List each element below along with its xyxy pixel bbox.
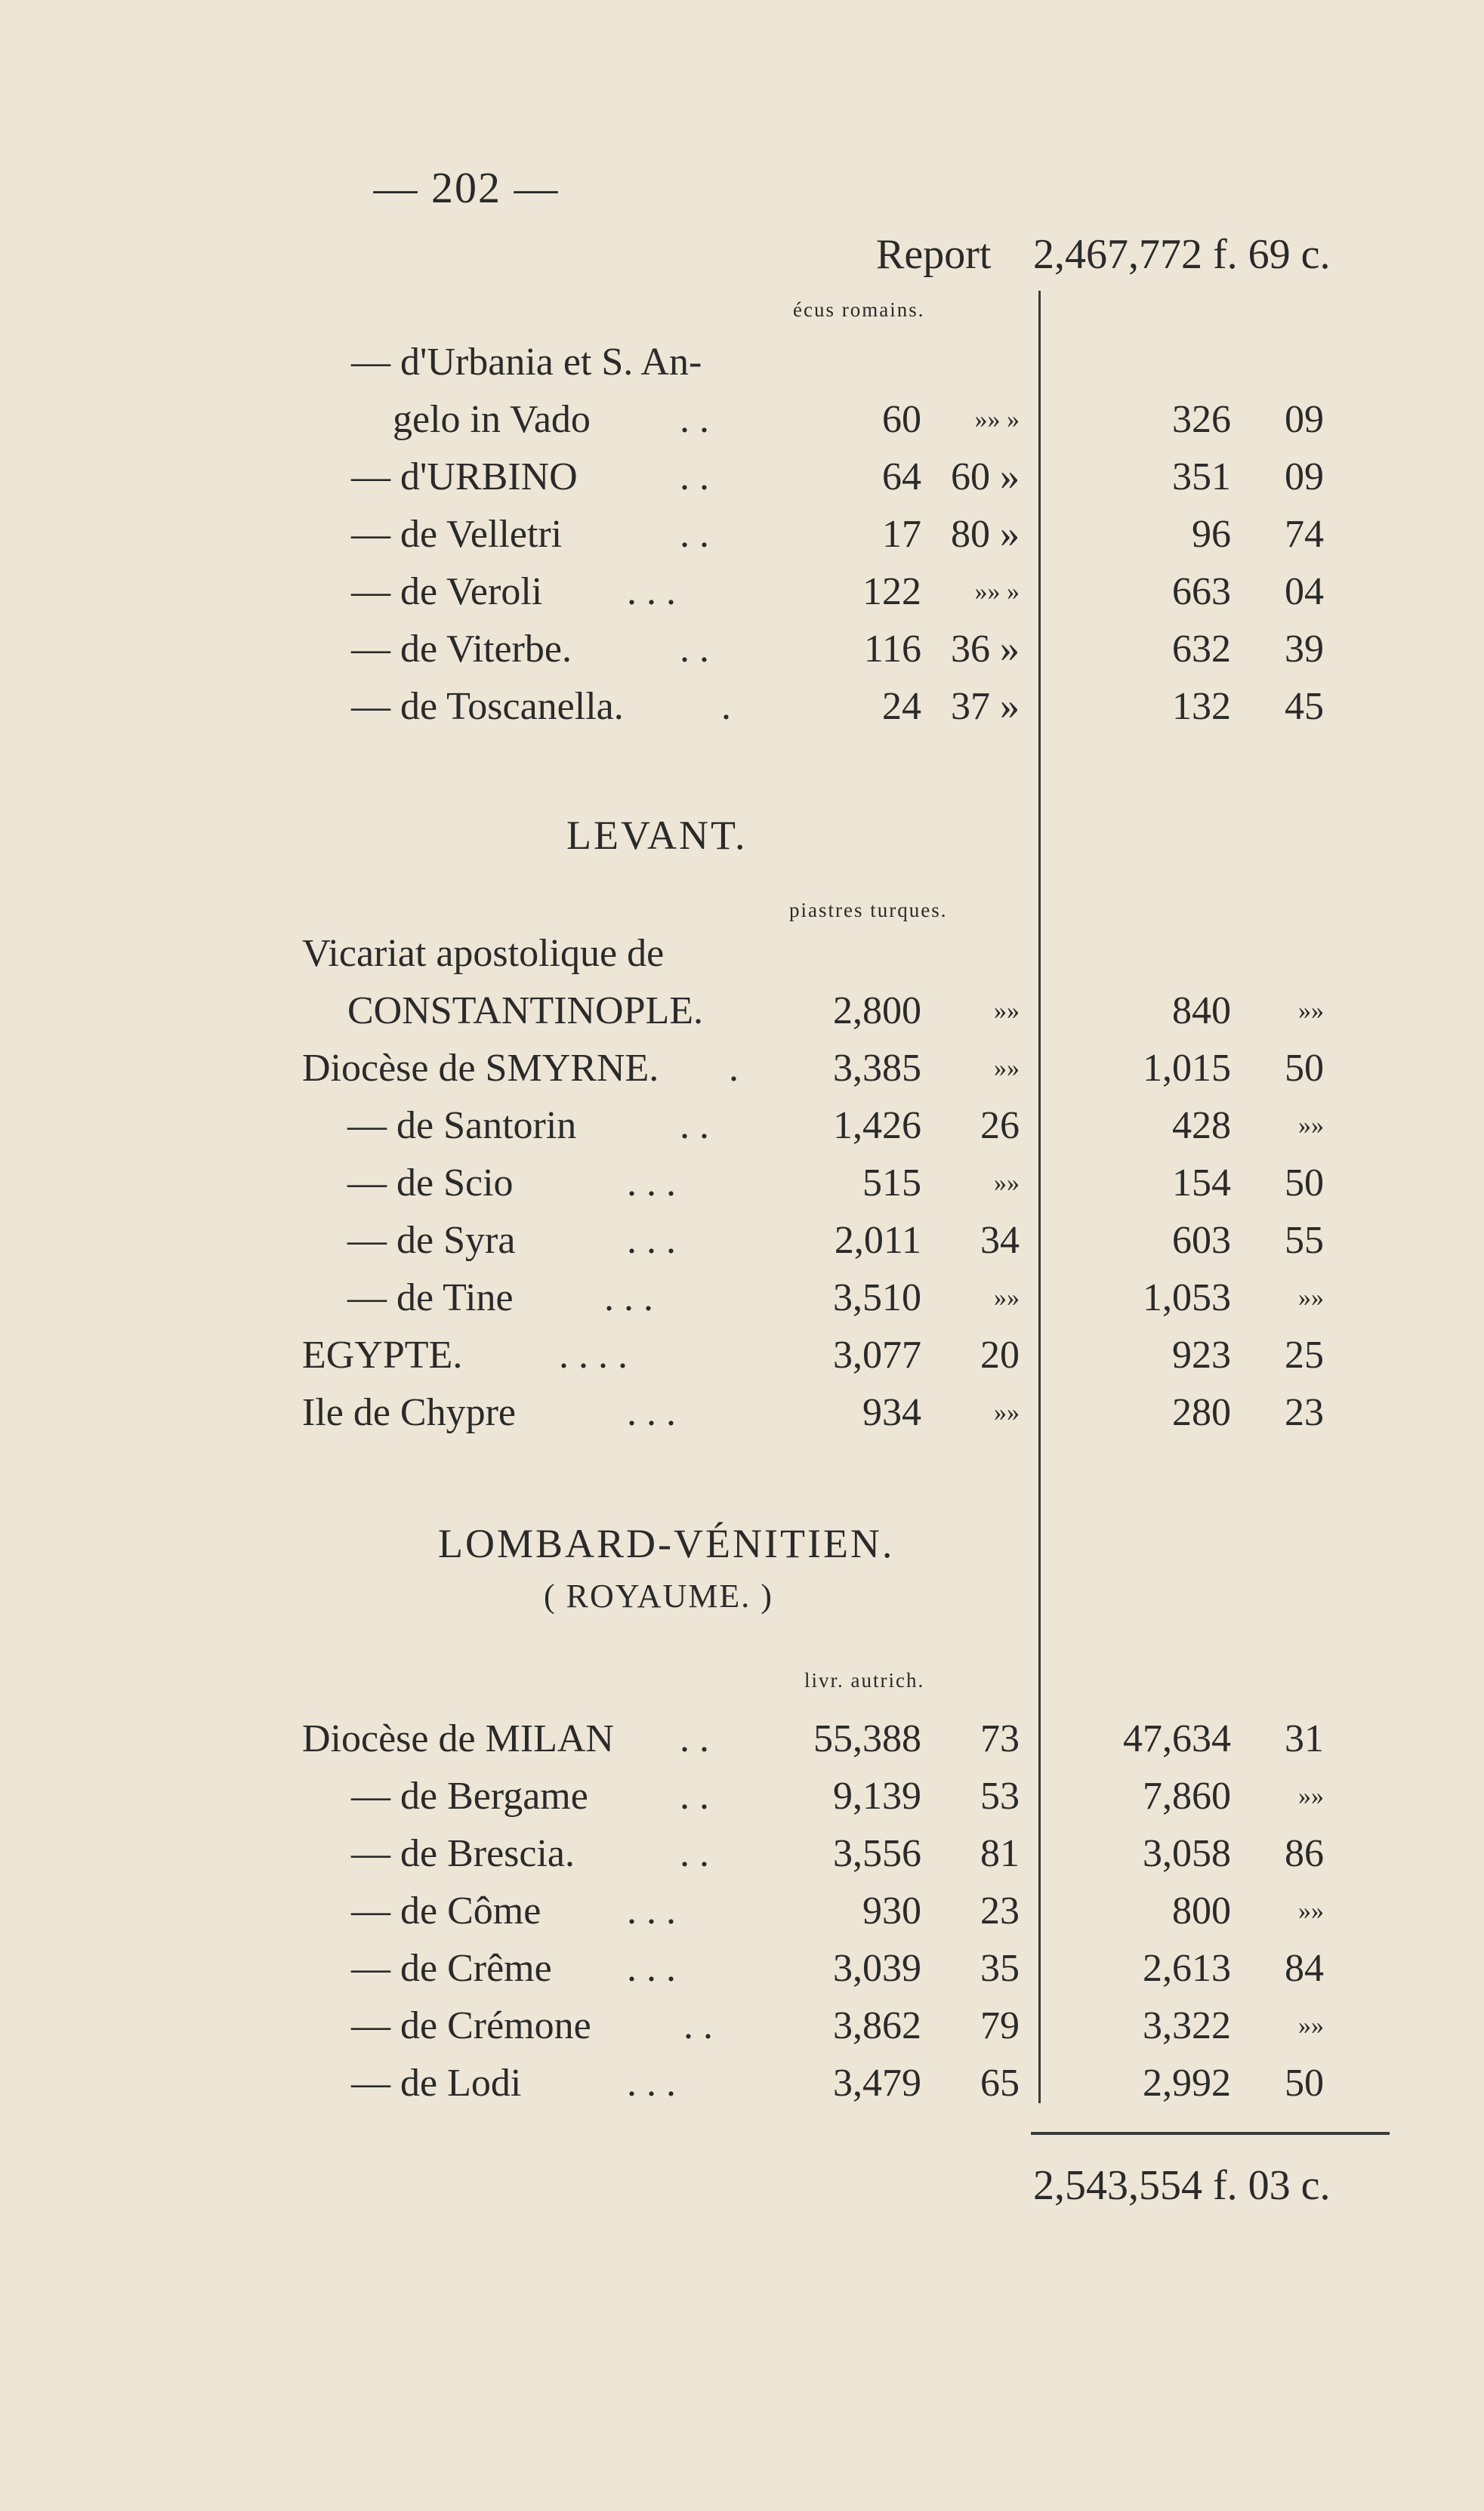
table-row	[0, 563, 1484, 621]
francs: 603	[1172, 1219, 1231, 1262]
amount-main: 3,556	[833, 1832, 921, 1875]
row-name: — de Veroli	[351, 570, 543, 613]
row-name: — de Viterbe.	[351, 628, 572, 671]
row-name: — de Scio	[347, 1161, 514, 1205]
total-rule	[1031, 2132, 1390, 2135]
row-name: — d'Urbania et S. An-	[351, 341, 702, 384]
amount-fraction: »» »	[974, 578, 1020, 606]
amount-fraction: 53	[980, 1775, 1020, 1818]
row-leader-dots: . . . .	[559, 1334, 628, 1377]
francs: 840	[1172, 989, 1231, 1032]
centimes: 45	[1285, 685, 1324, 728]
table-row	[0, 1940, 1484, 1997]
unit-label-ecus: écus romains.	[793, 298, 925, 321]
amount-fraction: 20	[980, 1334, 1020, 1377]
amount-main: 2,800	[833, 989, 921, 1032]
centimes: 09	[1285, 398, 1324, 441]
centimes: 74	[1285, 513, 1324, 556]
row-leader-dots: . .	[680, 1832, 709, 1875]
amount-main: 122	[862, 570, 921, 613]
row-leader-dots: . .	[680, 513, 709, 556]
francs: 800	[1172, 1889, 1231, 1933]
amount-fraction: 65	[980, 2062, 1020, 2105]
row-name: — de Côme	[351, 1889, 541, 1933]
section-heading-levant: LEVANT.	[566, 813, 748, 858]
row-leader-dots: . .	[683, 2004, 713, 2047]
table-row	[0, 1327, 1484, 1384]
table-row	[0, 1040, 1484, 1097]
row-leader-dots: . . .	[627, 1161, 676, 1205]
table-row	[0, 1269, 1484, 1327]
francs: 96	[1192, 513, 1231, 556]
row-name: — de Toscanella.	[351, 685, 624, 728]
centimes: »»	[1298, 1782, 1324, 1810]
francs: 428	[1172, 1104, 1231, 1147]
row-name: Diocèse de SMYRNE.	[302, 1047, 659, 1090]
amount-fraction: »»	[994, 1054, 1020, 1082]
section-subheading-royaume: ( ROYAUME. )	[544, 1578, 773, 1615]
francs: 632	[1172, 628, 1231, 671]
row-name: — de Crême	[351, 1947, 552, 1990]
row-name: — de Bergame	[351, 1775, 588, 1818]
amount-main: 24	[882, 685, 921, 728]
report-label: Report	[876, 231, 992, 278]
row-leader-dots: . .	[680, 628, 709, 671]
table-row	[0, 449, 1484, 506]
row-name: — de Velletri	[351, 513, 563, 556]
row-leader-dots: . . .	[627, 570, 676, 613]
amount-fraction: »»	[994, 1399, 1020, 1427]
table-row	[0, 982, 1484, 1040]
page-number: — 202 —	[373, 163, 560, 212]
francs: 3,058	[1143, 1832, 1231, 1875]
amount-fraction: 81	[980, 1832, 1020, 1875]
row-name: Diocèse de MILAN	[302, 1717, 614, 1760]
row-name: Vicariat apostolique de	[302, 932, 665, 975]
francs: 2,992	[1143, 2062, 1231, 2105]
row-leader-dots: . . .	[627, 1391, 676, 1434]
francs: 663	[1172, 570, 1231, 613]
section-heading-lombard-venitien: LOMBARD-VÉNITIEN.	[438, 1521, 895, 1566]
row-name: Ile de Chypre	[302, 1391, 517, 1434]
row-leader-dots: .	[721, 685, 731, 728]
amount-fraction: 73	[980, 1717, 1020, 1760]
centimes: »»	[1298, 1897, 1324, 1925]
row-leader-dots: . .	[680, 1775, 709, 1818]
unit-label-livres: livr. autrich.	[804, 1669, 925, 1692]
centimes: 39	[1285, 628, 1324, 671]
centimes: 50	[1285, 1161, 1324, 1205]
row-name: — de Brescia.	[351, 1832, 575, 1875]
amount-fraction: 35	[980, 1947, 1020, 1990]
row-name: CONSTANTINOPLE.	[347, 989, 704, 1032]
francs: 923	[1172, 1334, 1231, 1377]
table-row	[0, 1883, 1484, 1940]
amount-main: 515	[862, 1161, 921, 1205]
row-leader-dots: . . .	[627, 1947, 676, 1990]
amount-main: 3,479	[833, 2062, 921, 2105]
amount-main: 17	[882, 513, 921, 556]
centimes: 55	[1285, 1219, 1324, 1262]
centimes: 50	[1285, 1047, 1324, 1090]
row-leader-dots: . .	[680, 1104, 709, 1147]
amount-main: 3,077	[833, 1334, 921, 1377]
amount-main: 3,862	[833, 2004, 921, 2047]
table-row	[0, 506, 1484, 563]
francs: 1,015	[1143, 1047, 1231, 1090]
centimes: 31	[1285, 1717, 1324, 1760]
francs: 132	[1172, 685, 1231, 728]
row-name: — de Crémone	[351, 2004, 591, 2047]
table-row	[0, 925, 1484, 982]
row-leader-dots: . . .	[627, 1889, 676, 1933]
table-row	[0, 621, 1484, 678]
centimes: »»	[1298, 1112, 1324, 1140]
francs: 1,053	[1143, 1276, 1231, 1319]
table-row	[0, 1711, 1484, 1768]
centimes: »»	[1298, 997, 1324, 1025]
centimes: 09	[1285, 455, 1324, 498]
amount-fraction: 80 »	[951, 513, 1020, 556]
centimes: 04	[1285, 570, 1324, 613]
row-leader-dots: .	[729, 1047, 739, 1090]
table-row	[0, 1212, 1484, 1269]
row-name: — de Syra	[347, 1219, 516, 1262]
amount-main: 64	[882, 455, 921, 498]
table-row	[0, 1997, 1484, 2055]
francs: 351	[1172, 455, 1231, 498]
table-row	[0, 1768, 1484, 1825]
row-leader-dots: . .	[680, 1717, 709, 1760]
amount-fraction: 36 »	[951, 628, 1020, 671]
amount-main: 116	[863, 628, 921, 671]
row-name: — de Santorin	[347, 1104, 577, 1147]
amount-main: 55,388	[813, 1717, 921, 1760]
row-name: EGYPTE.	[302, 1334, 463, 1377]
row-name: — de Lodi	[351, 2062, 522, 2105]
table-row	[0, 1825, 1484, 1883]
table-row	[0, 678, 1484, 736]
amount-fraction: 23	[980, 1889, 1020, 1933]
amount-main: 9,139	[833, 1775, 921, 1818]
row-leader-dots: . . .	[604, 1276, 653, 1319]
row-name: — de Tine	[347, 1276, 514, 1319]
francs: 280	[1172, 1391, 1231, 1434]
table-row	[0, 1097, 1484, 1155]
table-row	[0, 1384, 1484, 1442]
row-name: — d'URBINO	[351, 455, 578, 498]
amount-main: 3,385	[833, 1047, 921, 1090]
amount-fraction: »»	[994, 997, 1020, 1025]
centimes: 25	[1285, 1334, 1324, 1377]
grand-total: 2,543,554 f. 03 c.	[1033, 2162, 1331, 2209]
table-row	[0, 2055, 1484, 2112]
amount-fraction: 26	[980, 1104, 1020, 1147]
table-row	[0, 334, 1484, 391]
francs: 154	[1172, 1161, 1231, 1205]
table-row	[0, 391, 1484, 449]
unit-label-piastres: piastres turques.	[789, 899, 948, 921]
amount-fraction: 79	[980, 2004, 1020, 2047]
centimes: 50	[1285, 2062, 1324, 2105]
amount-main: 60	[882, 398, 921, 441]
centimes: 84	[1285, 1947, 1324, 1990]
amount-fraction: 60 »	[951, 455, 1020, 498]
amount-main: 2,011	[834, 1219, 921, 1262]
amount-fraction: 34	[980, 1219, 1020, 1262]
francs: 47,634	[1123, 1717, 1231, 1760]
row-leader-dots: . . .	[627, 2062, 676, 2105]
francs: 7,860	[1143, 1775, 1231, 1818]
amount-main: 930	[862, 1889, 921, 1933]
amount-main: 3,510	[833, 1276, 921, 1319]
francs: 326	[1172, 398, 1231, 441]
amount-fraction: »»	[994, 1284, 1020, 1312]
row-leader-dots: . . .	[627, 1219, 676, 1262]
centimes: »»	[1298, 1284, 1324, 1312]
francs: 3,322	[1143, 2004, 1231, 2047]
amount-main: 3,039	[833, 1947, 921, 1990]
amount-fraction: 37 »	[951, 685, 1020, 728]
francs: 2,613	[1143, 1947, 1231, 1990]
row-name: gelo in Vado	[393, 398, 591, 441]
amount-main: 1,426	[833, 1104, 921, 1147]
centimes: 86	[1285, 1832, 1324, 1875]
table-row	[0, 1155, 1484, 1212]
centimes: »»	[1298, 2012, 1324, 2040]
row-leader-dots: . .	[680, 455, 709, 498]
amount-main: 934	[862, 1391, 921, 1434]
column-divider	[1038, 291, 1041, 2103]
report-amount: 2,467,772 f. 69 c.	[1033, 231, 1331, 278]
amount-fraction: »» »	[974, 406, 1020, 433]
centimes: 23	[1285, 1391, 1324, 1434]
amount-fraction: »»	[994, 1169, 1020, 1197]
row-leader-dots: . .	[680, 398, 709, 441]
